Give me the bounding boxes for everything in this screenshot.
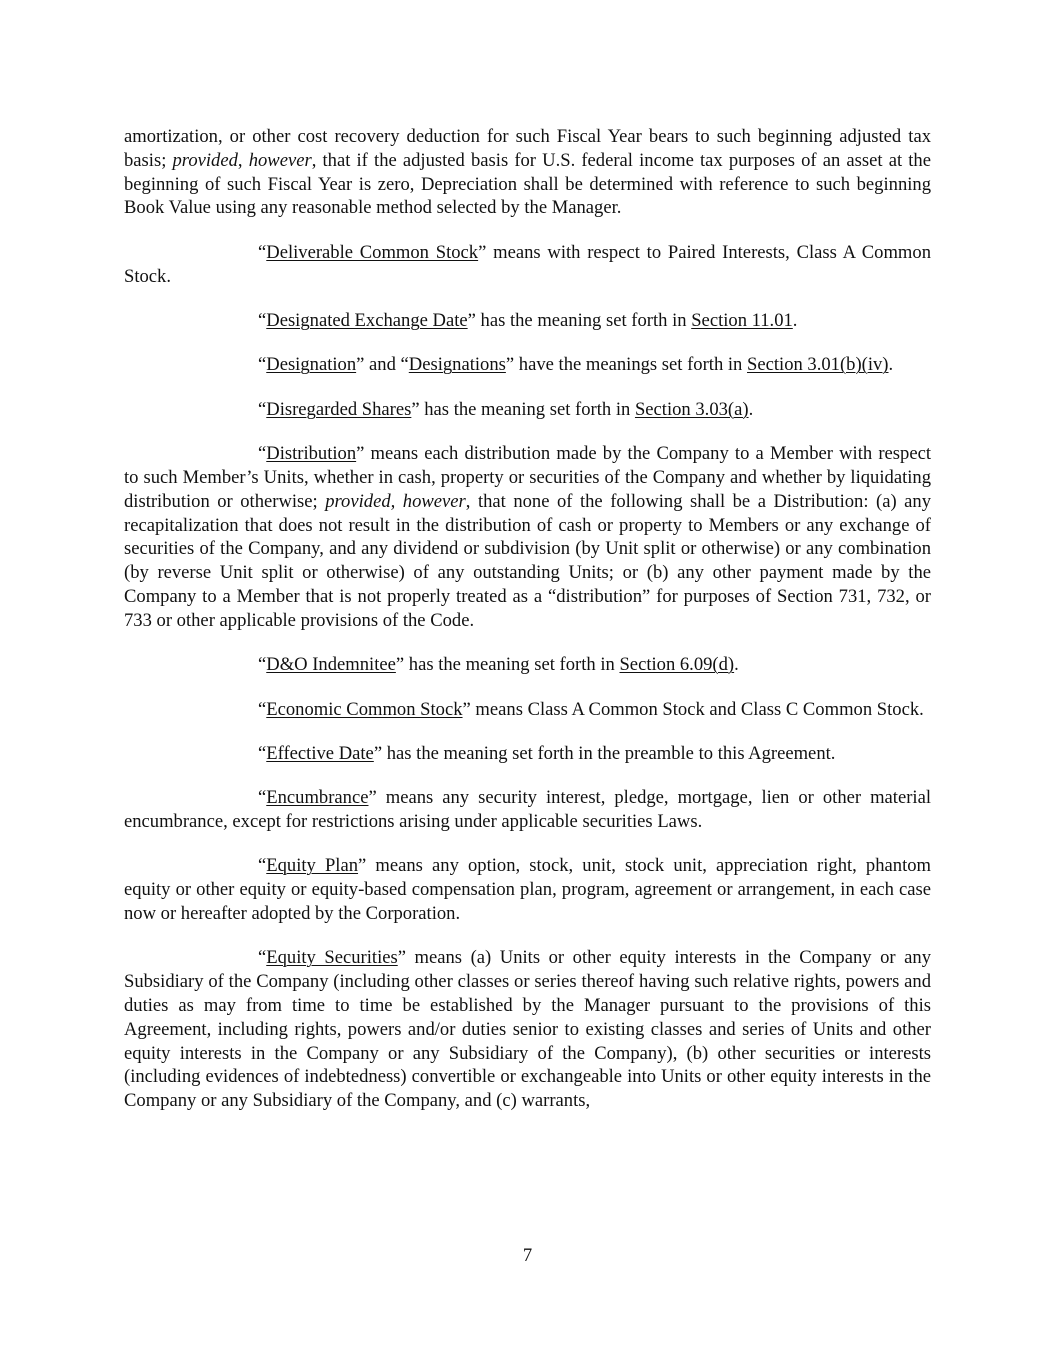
defined-term-or-reference: Section 3.03(a) [634,398,749,420]
defined-term-or-reference: Section 3.01(b)(iv) [747,354,889,376]
text-run: ” means (a) Units or other equity interests in the Company or any Subsidiary of the Company (including other classes or series thereof having such relative rights, powers and duties as may from time to time be established by the Manager pursuant to the provisions of this Agreement, including rights, powers and/or duties senior to existing classes and series of Units and other equity interests in the Company or any Subsidiary of the Company), (b) other securities or interests (including evidences of indebtedness) convertible or exchangeable into Units or other equity interests in the Company or any Subsidiary of the Company, and (c) warrants, [124,947,931,1112]
text-run: . [888,354,894,376]
defined-term-or-reference: Equity Plan [266,855,359,877]
text-run: , [237,149,249,171]
text-run: . [792,309,798,331]
definition-paragraph [124,398,931,422]
definition-paragraph [124,854,931,925]
definition-paragraph [124,946,931,1113]
text-run: ” has the meaning set forth in [395,654,620,676]
defined-term-or-reference: Designated Exchange Date [266,309,468,331]
text-run: ” means any option, stock, unit, stock unit, appreciation right, phantom equity or other equity or equity-based compensation plan, program, agreement or arrangement, in each case now or hereafter adopted by the Corporation. [124,855,931,925]
defined-term-or-reference: Designations [408,354,506,376]
text-run: , that none of the following shall be a Distribution: (a) any recapitalization that does not result in the distribution of cash or property to Members or any exchange of securities of the Company, and any dividend or subdivision (by Unit split or otherwise) or any combination (by reverse Unit split or otherwise) of any outstanding Units; or (b) any other payment made by the Company to a Member that is not properly treated as a “distribution” for purposes of Section 731, 732, or 733 or other applicable provisions of the Code. [124,490,931,631]
defined-term-or-reference: Disregarded Shares [266,398,412,420]
text-run: ” and “ [356,354,409,376]
text-run: “ [258,309,267,331]
text-run: “ [258,787,267,809]
definition-paragraph [124,309,931,333]
text-run: “ [258,241,267,263]
text-run: ” have the meanings set forth in [505,354,748,376]
text-run: ” has the meaning set forth in the preamble to this Agreement. [373,742,836,764]
text-run: “ [258,698,267,720]
text-run: , that if the adjusted basis for U.S. federal income tax purposes of an asset at the beginning of such Fiscal Year is zero, Depreciation shall be determined with reference to such beginning Book Value using any reasonable method selected by the Manager. [124,149,931,219]
document-body [124,125,931,1134]
definition-paragraph [124,698,931,722]
defined-term-or-reference: Section 11.01 [691,309,793,331]
italic-text: provided [172,149,238,171]
text-run: . [748,398,754,420]
text-run: ” has the meaning set forth in [411,398,635,420]
text-run: “ [258,742,267,764]
body-paragraph [124,125,931,220]
definition-paragraph [124,241,931,289]
defined-term-or-reference: Designation [266,354,357,376]
italic-text: however [248,149,312,171]
text-run: “ [258,654,267,676]
text-run: “ [258,354,267,376]
italic-text: provided, however [325,490,466,512]
definition-paragraph [124,353,931,377]
defined-term-or-reference: Section 6.09(d) [619,654,735,676]
defined-term-or-reference: Deliverable Common Stock [266,241,479,263]
defined-term-or-reference: Encumbrance [266,787,369,809]
text-run: amortization, or other cost recovery deduction for such Fiscal Year bears to such beginning adjusted tax basis; [124,126,931,171]
defined-term-or-reference: Economic Common Stock [266,698,463,720]
page-number: 7 [522,1245,533,1266]
definition-paragraph [124,786,931,834]
defined-term-or-reference: D&O Indemnitee [266,654,396,676]
definition-paragraph [124,653,931,677]
text-run: “ [258,855,267,877]
text-run: ” means any security interest, pledge, mortgage, lien or other material encumbrance, except for restrictions arising under applicable securities Laws. [124,787,931,833]
defined-term-or-reference: Equity Securities [266,947,398,969]
text-run: “ [258,947,267,969]
text-run: “ [258,443,267,465]
text-run: ” means each distribution made by the Company to a Member with respect to such Member’s Units, whether in cash, property or securities of the Company and whether by liquidating distribution or otherwise; [124,443,931,512]
defined-term-or-reference: Effective Date [266,742,374,764]
definition-paragraph [124,742,931,766]
text-run: ” has the meaning set forth in [467,309,692,331]
text-run: ” means with respect to Paired Interests, Class A Common Stock. [124,241,931,287]
definition-paragraph [124,442,931,632]
text-run: ” means Class A Common Stock and Class C Common Stock. [462,698,924,720]
defined-term-or-reference: Distribution [266,443,357,465]
text-run: “ [258,398,267,420]
text-run: . [734,654,739,676]
